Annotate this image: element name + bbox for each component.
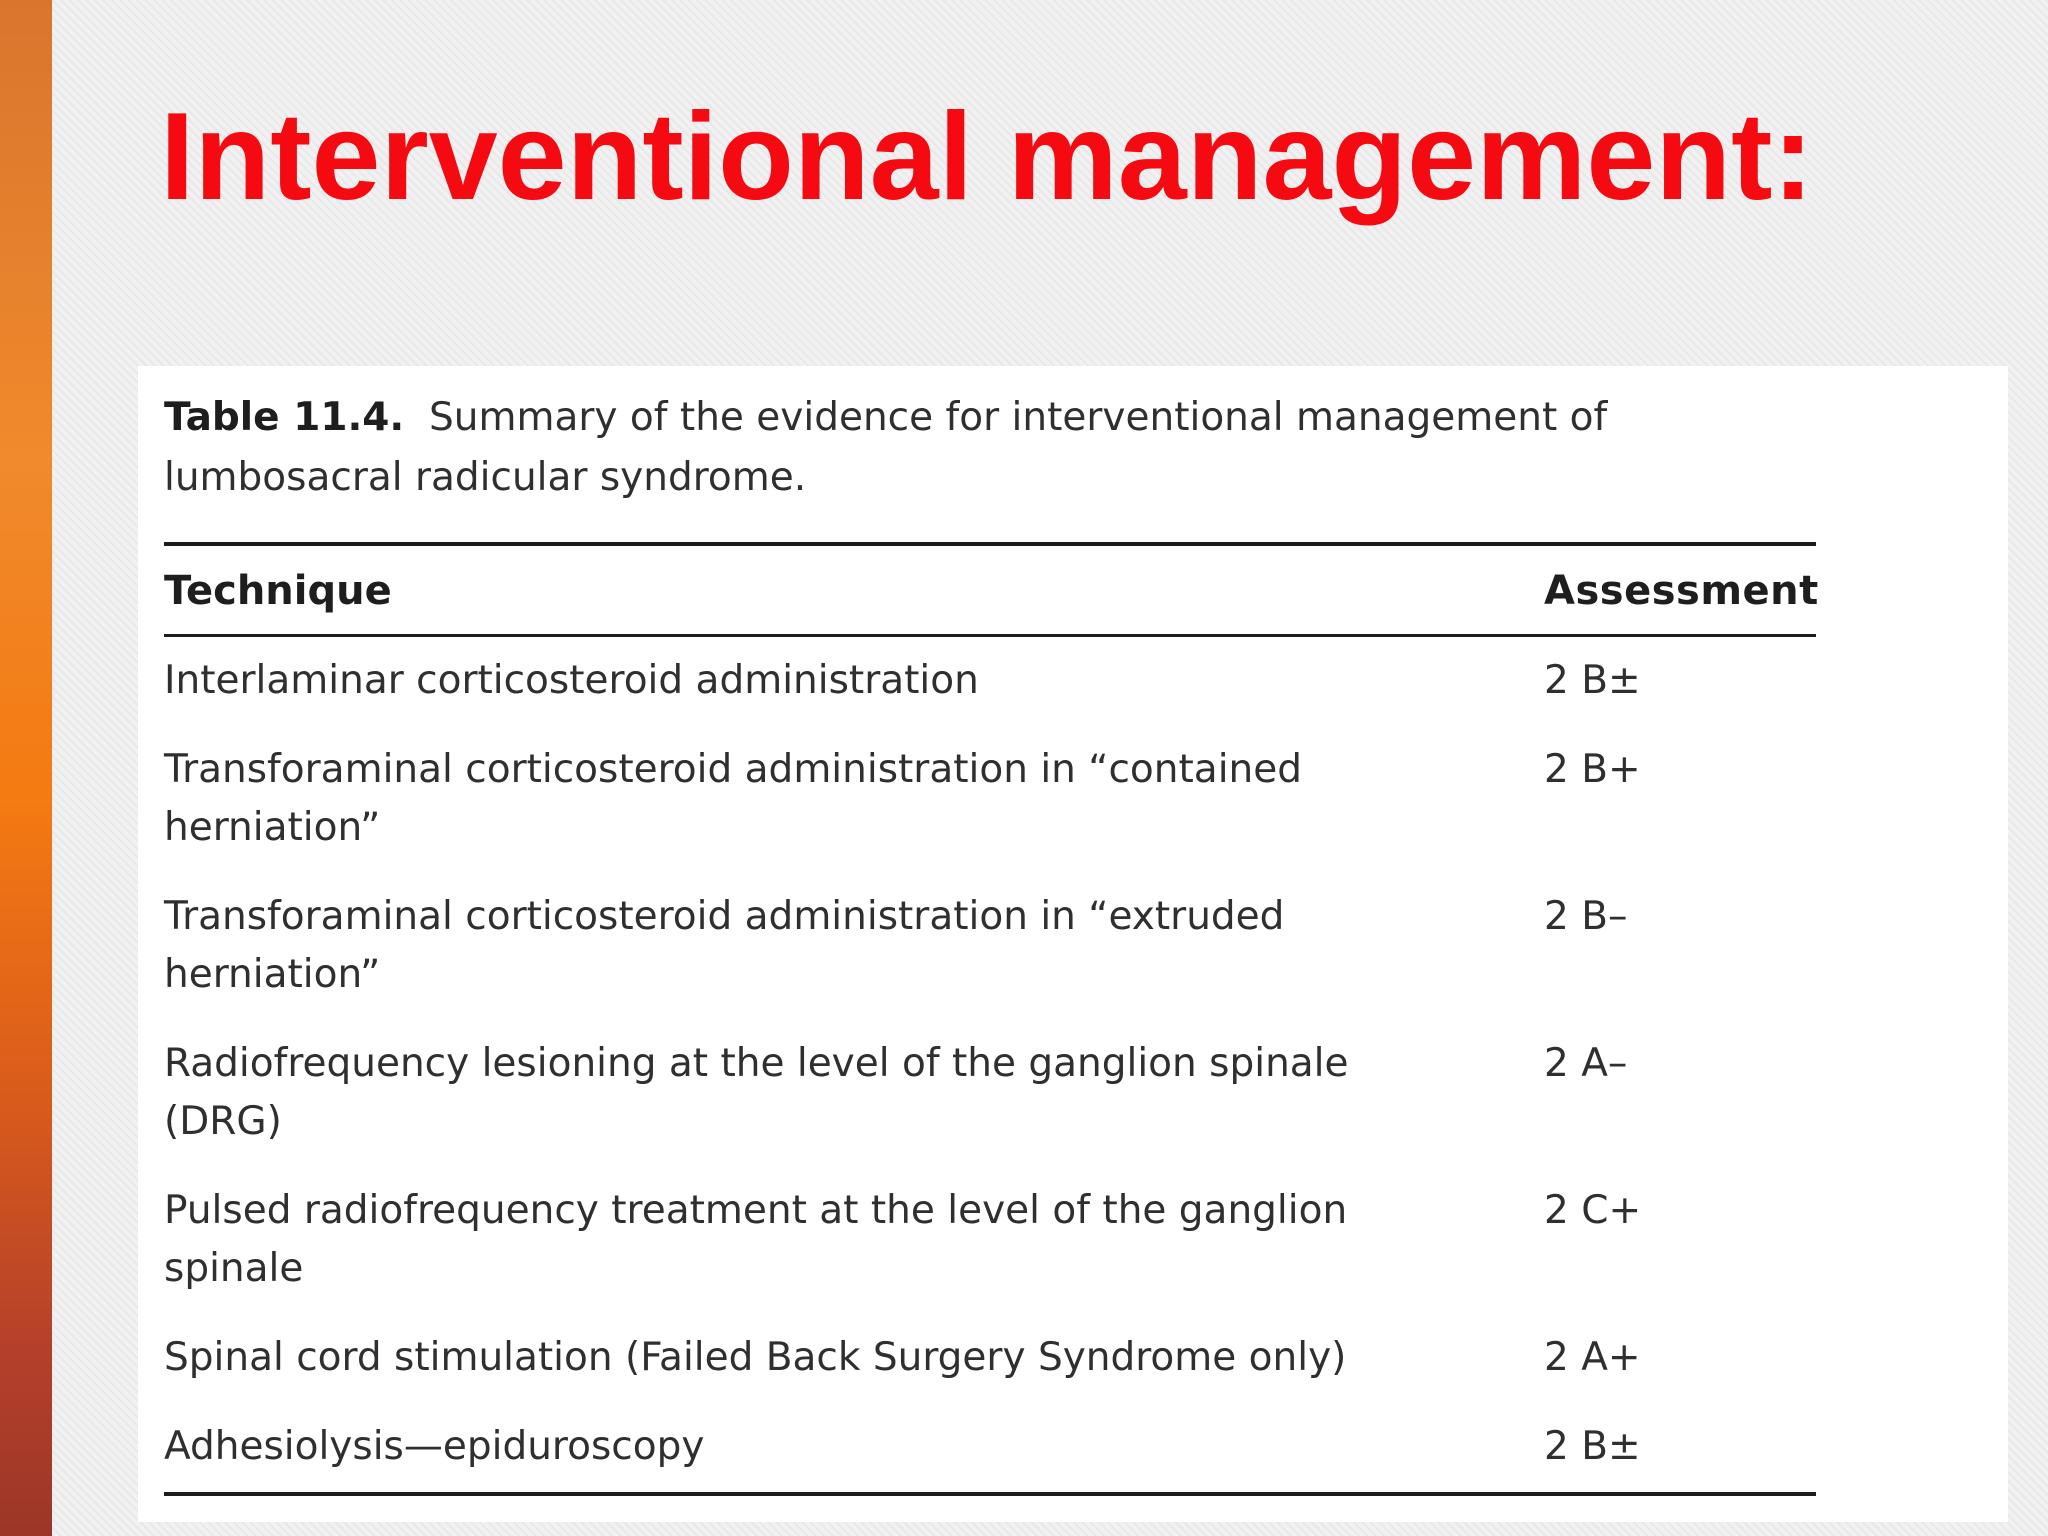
assessment-cell: 2 A– — [1544, 1041, 1628, 1086]
technique-cell: Interlaminar corticosteroid administration — [164, 658, 979, 703]
technique-cell: Transforaminal corticosteroid administration in “contained herniation” — [164, 747, 1303, 850]
assessment-cell: 2 C+ — [1544, 1188, 1642, 1233]
technique-cell: Radiofrequency lesioning at the level of the ganglion spinale (DRG) — [164, 1041, 1349, 1144]
column-header-technique: Technique — [164, 568, 392, 614]
assessment-cell: 2 B± — [1544, 658, 1641, 703]
technique-cell: Transforaminal corticosteroid administration in “extruded herniation” — [164, 894, 1285, 997]
slide-accent-bar — [0, 0, 52, 1536]
assessment-cell: 2 A+ — [1544, 1335, 1641, 1380]
technique-cell: Pulsed radiofrequency treatment at the level of the ganglion spinale — [164, 1188, 1348, 1291]
table-caption-text: Summary of the evidence for interventional management of lumbosacral radicular syndrome. — [164, 395, 1608, 500]
table-image-panel — [138, 366, 2008, 1522]
table-caption — [164, 388, 1764, 508]
technique-cell: Adhesiolysis—epiduroscopy — [164, 1424, 705, 1469]
assessment-cell: 2 B± — [1544, 1424, 1641, 1469]
table-bottom-rule — [164, 1492, 1816, 1496]
assessment-cell: 2 B– — [1544, 894, 1628, 939]
table-header-rule — [164, 634, 1816, 637]
table-top-rule — [164, 542, 1816, 546]
column-header-assessment: Assessment — [1544, 568, 1819, 614]
slide-title: Interventional management: — [160, 88, 1814, 226]
table-caption-label: Table 11.4. — [164, 395, 405, 440]
technique-cell: Spinal cord stimulation (Failed Back Surgery Syndrome only) — [164, 1335, 1347, 1380]
assessment-cell: 2 B+ — [1544, 747, 1641, 792]
